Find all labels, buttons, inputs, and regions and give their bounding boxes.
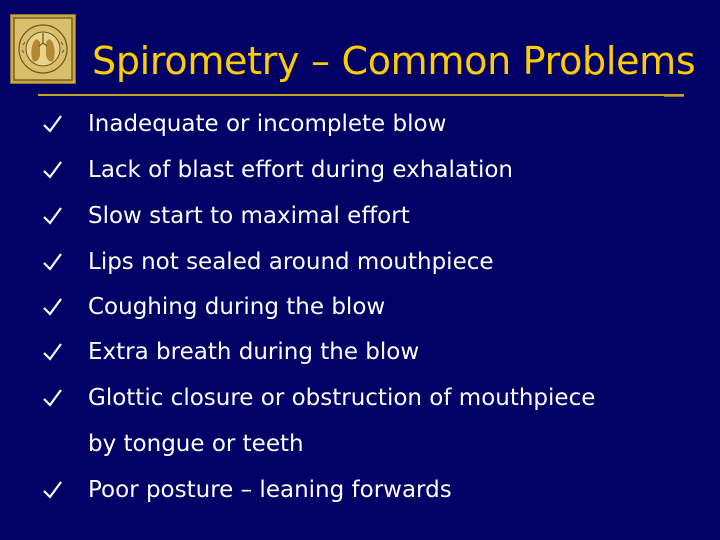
checkmark-icon bbox=[40, 112, 64, 136]
title-divider bbox=[38, 94, 684, 96]
checkmark-icon bbox=[40, 478, 64, 502]
checkmark-icon bbox=[40, 158, 64, 182]
bullet-text: Extra breath during the blow bbox=[88, 339, 420, 365]
bullet-text: Coughing during the blow bbox=[88, 294, 386, 320]
slide-title: Spirometry – Common Problems bbox=[92, 39, 696, 83]
bullet-text: Lips not sealed around mouthpiece bbox=[88, 249, 494, 275]
bullet-text-continuation: by tongue or teeth bbox=[88, 431, 304, 457]
bullet-text: Poor posture – leaning forwards bbox=[88, 477, 452, 503]
bullet-text: Inadequate or incomplete blow bbox=[88, 111, 447, 137]
checkmark-icon bbox=[40, 295, 64, 319]
bullet-text: Glottic closure or obstruction of mouthpiece bbox=[88, 385, 596, 411]
checkmark-icon bbox=[40, 386, 64, 410]
checkmark-icon bbox=[40, 204, 64, 228]
title-divider-tail bbox=[664, 96, 684, 97]
university-seal-icon bbox=[10, 14, 76, 84]
bullet-text: Slow start to maximal effort bbox=[88, 203, 410, 229]
checkmark-icon bbox=[40, 250, 64, 274]
checkmark-icon bbox=[40, 340, 64, 364]
bullet-text: Lack of blast effort during exhalation bbox=[88, 157, 513, 183]
